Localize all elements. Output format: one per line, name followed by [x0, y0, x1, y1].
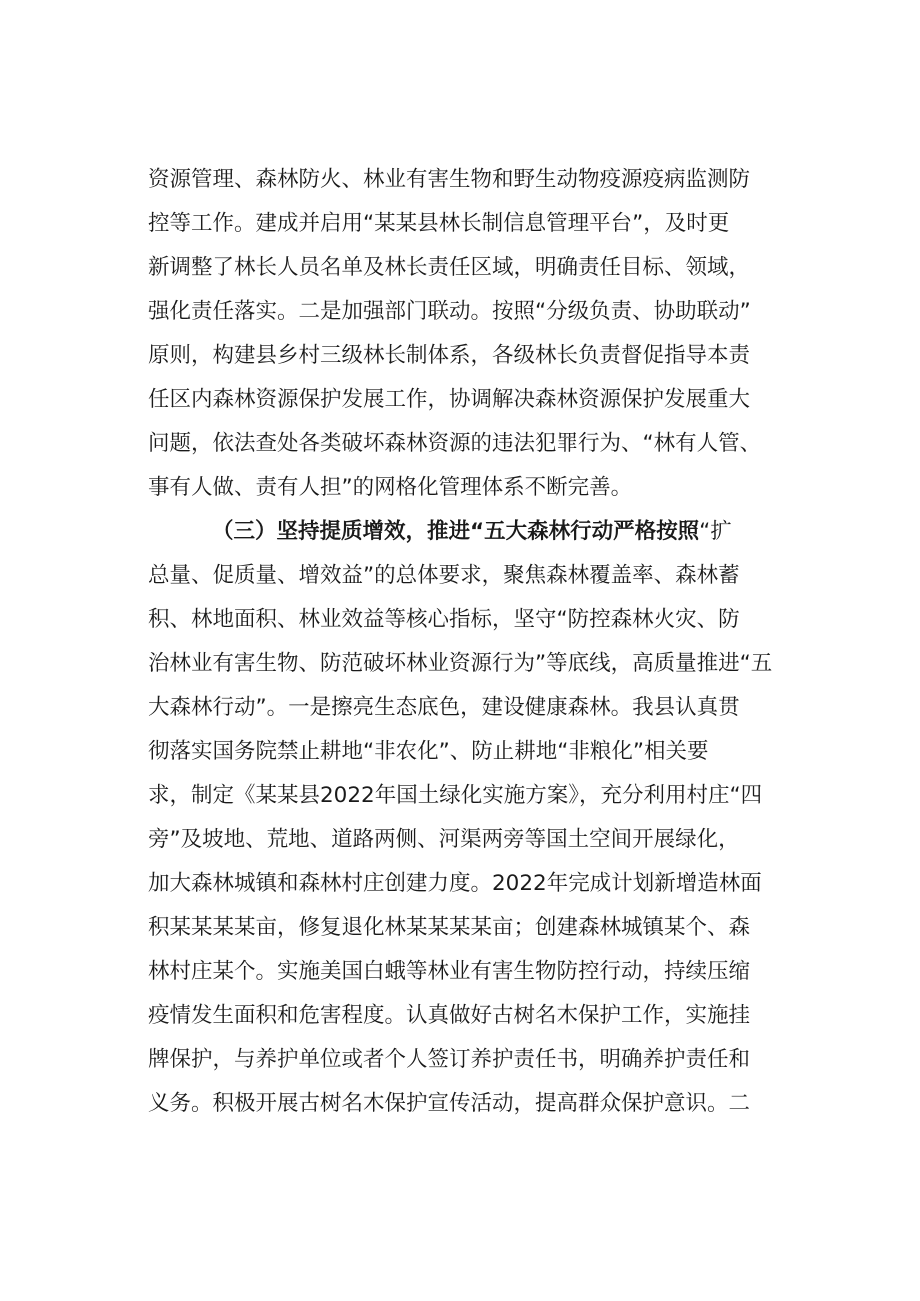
text-line: 林村庄某个。实施美国白蛾等林业有害生物防控行动，持续压缩 — [148, 959, 751, 984]
text-line: 大森林行动”。一是擦亮生态底色，建设健康森林。我县认真贯 — [148, 695, 740, 720]
section-heading-line — [212, 510, 828, 554]
text-line: 任区内森林资源保护发展工作，协调解决森林资源保护发展重大 — [148, 387, 751, 412]
text-line: 事有人做、责有人担”的网格化管理体系不断完善。 — [148, 475, 633, 500]
text-line: 疫情发生面积和危害程度。认真做好古树名木保护工作，实施挂 — [148, 1003, 751, 1028]
text-line: 加大森林城镇和森林村庄创建力度。2022年完成计划新增造林面 — [148, 871, 762, 896]
heading-continuation: “扩 — [699, 519, 732, 544]
text-line: 牌保护，与养护单位或者个人签订养护责任书，明确养护责任和 — [148, 1047, 751, 1072]
text-line: 问题，依法查处各类破坏森林资源的违法犯罪行为、“林有人管、 — [148, 431, 762, 456]
text-line: 治林业有害生物、防范破坏林业资源行为”等底线，高质量推进“五 — [148, 651, 773, 676]
text-line: 求，制定《某某县2022年国土绿化实施方案》，充分利用村庄“四 — [148, 783, 763, 808]
text-line: 控等工作。建成并启用“某某县林长制信息管理平台”，及时更 — [148, 211, 730, 236]
text-line: 义务。积极开展古树名木保护宣传活动，提高群众保护意识。二 — [148, 1091, 751, 1116]
text-line: 总量、促质量、增效益”的总体要求，聚焦森林覆盖率、森林蓄 — [148, 563, 740, 588]
text-line: 积某某某某亩，修复退化林某某某某亩；创建森林城镇某个、森 — [148, 915, 751, 940]
text-line: 新调整了林长人员名单及林长责任区域，明确责任目标、领域， — [148, 255, 751, 280]
text-line: 强化责任落实。二是加强部门联动。按照“分级负责、协助联动” — [148, 299, 751, 324]
text-line: 积、林地面积、林业效益等核心指标，坚守“防控森林火灾、防 — [148, 607, 740, 632]
text-line: 资源管理、森林防火、林业有害生物和野生动物疫源疫病监测防 — [148, 167, 751, 192]
section-heading: （三）坚持提质增效，推进“五大森林行动严格按照 — [212, 519, 700, 544]
text-line: 彻落实国务院禁止耕地“非农化”、防止耕地“非粮化”相关要 — [148, 739, 709, 764]
text-line: 原则，构建县乡村三级林长制体系，各级林长负责督促指导本责 — [148, 343, 751, 368]
text-line: 旁”及坡地、荒地、道路两侧、河渠两旁等国土空间开展绿化， — [148, 827, 740, 852]
